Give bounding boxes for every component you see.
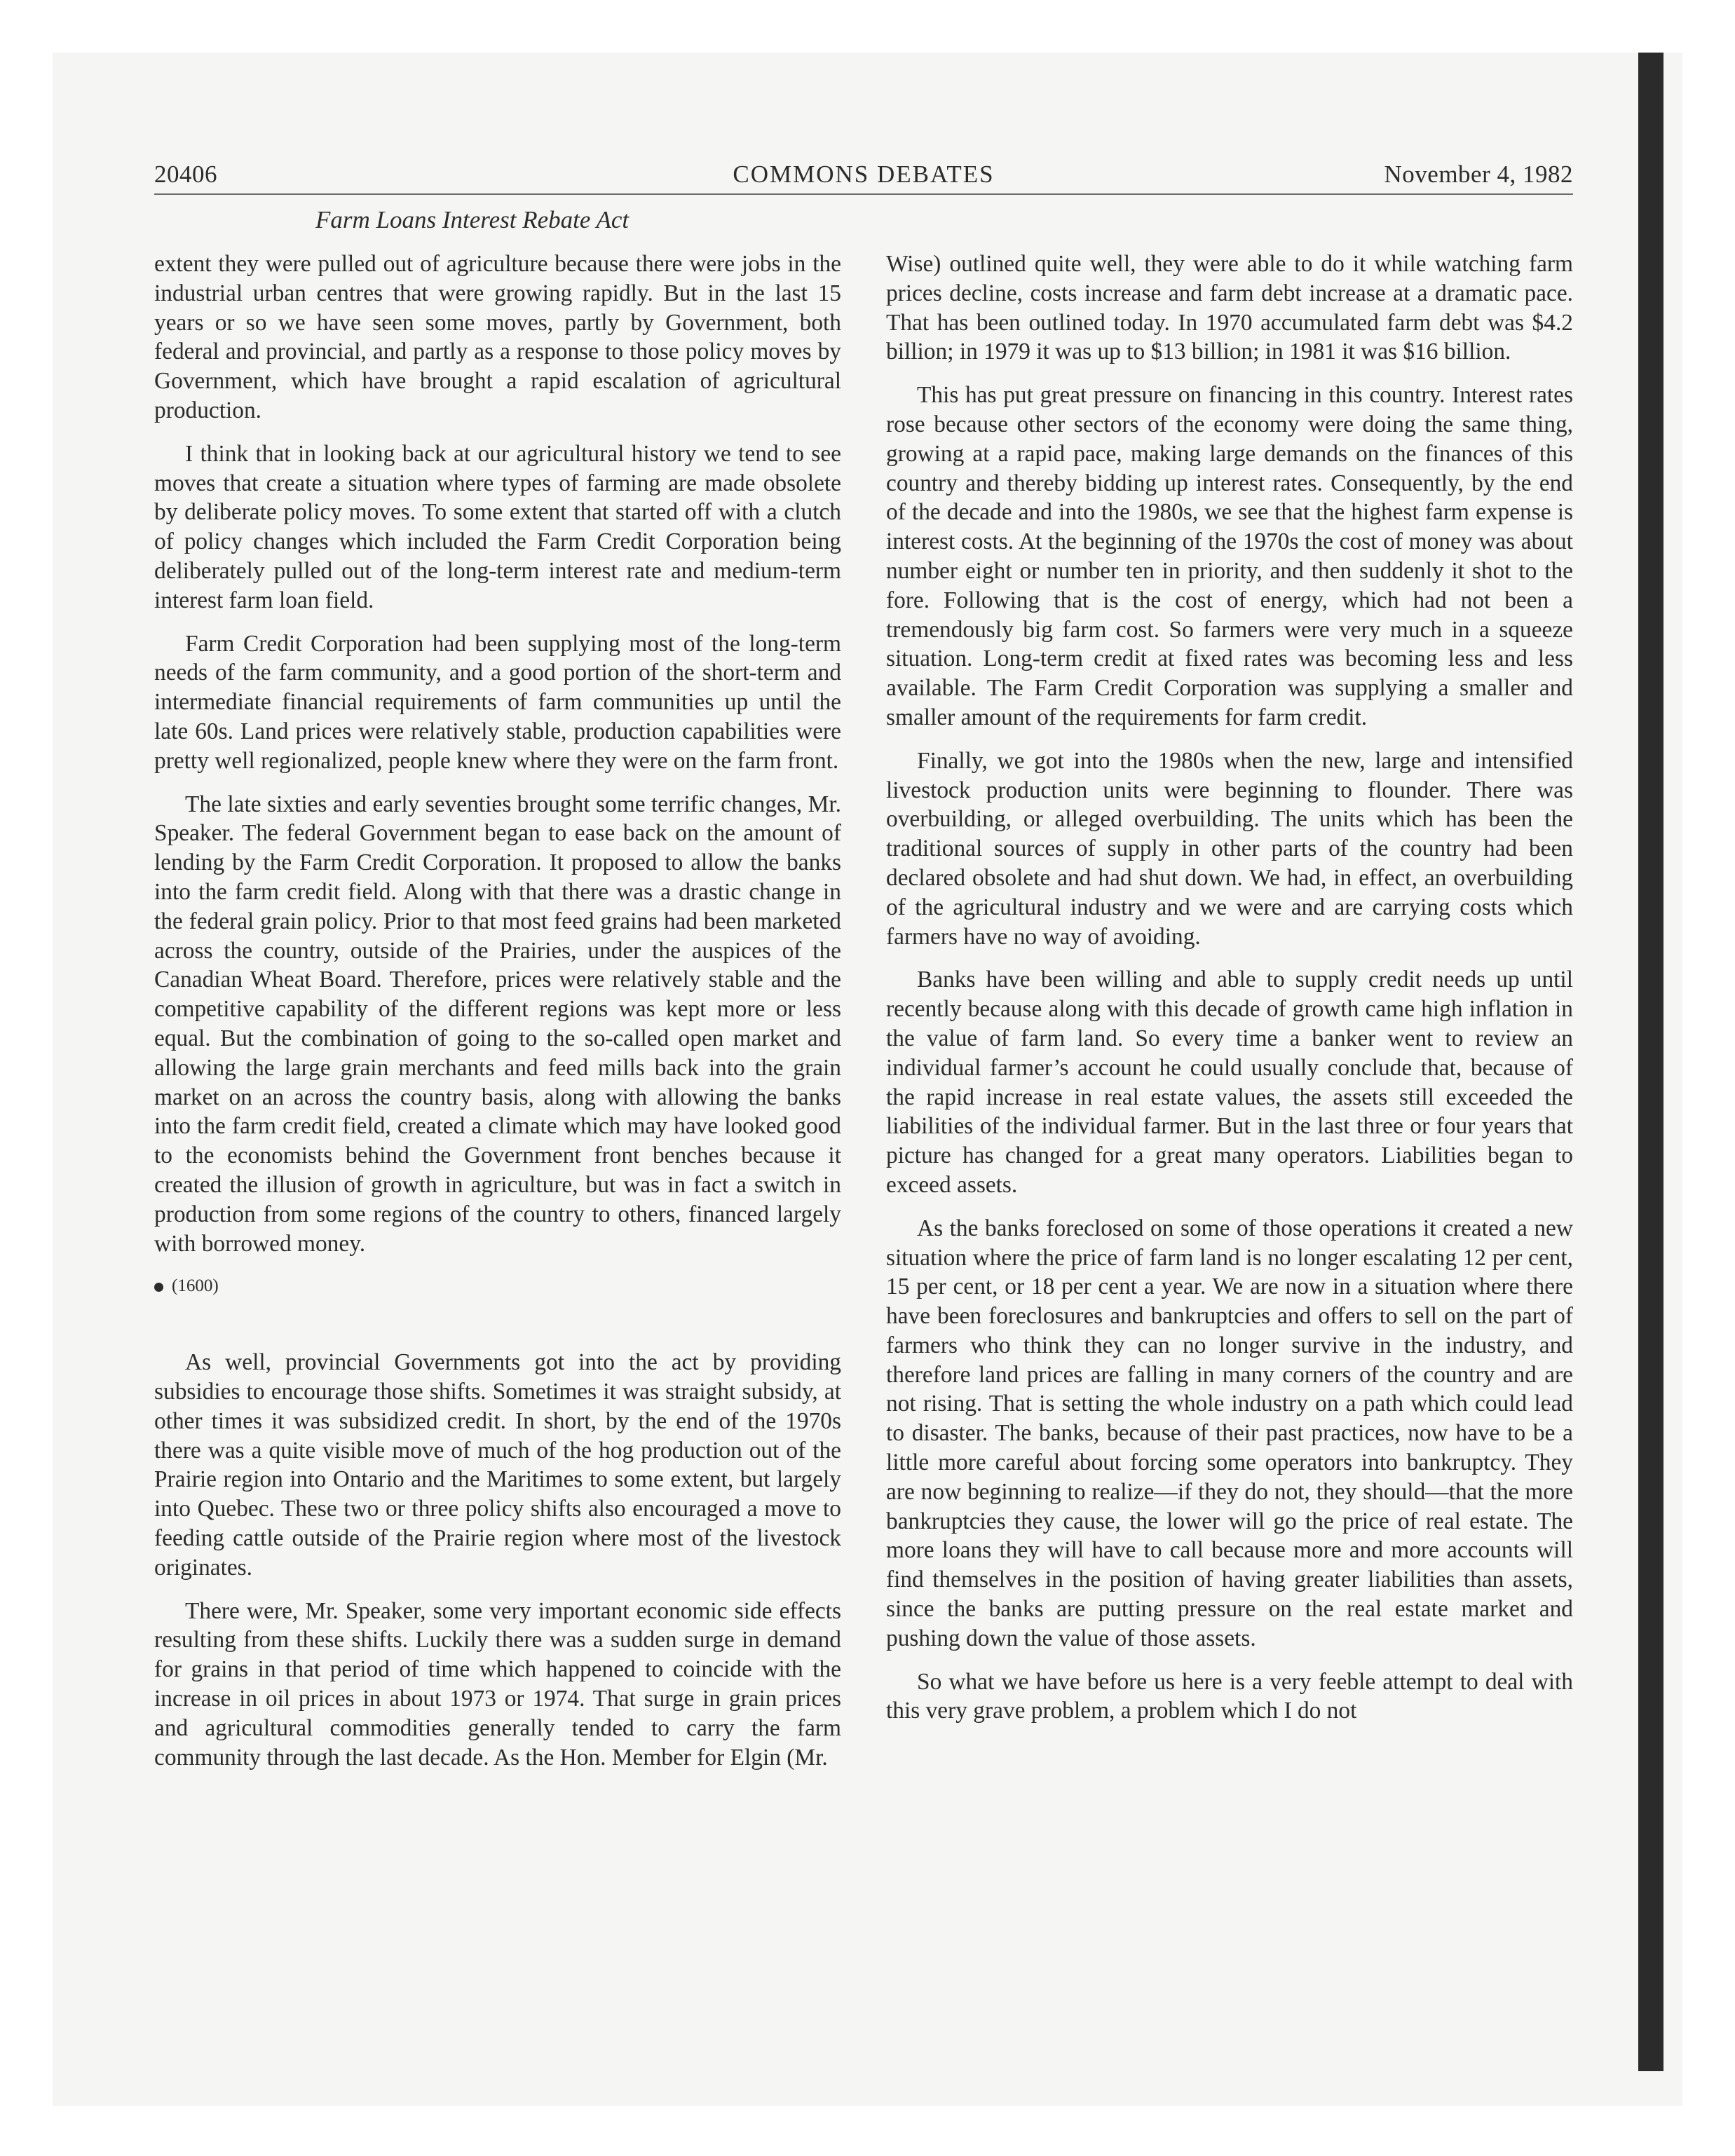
paragraph: Wise) outlined quite well, they were able to do it while watching farm prices decline, costs increase and farm debt increase at a dramatic pace. That has been outlined today. In 1970 accumulated farm debt was $4.2 billion; in 1979 it was up to $13 billion; in 1981 it was $16 billion. <box>886 251 1573 365</box>
section-title: Farm Loans Interest Rebate Act <box>315 206 630 233</box>
paragraph: As well, provincial Governments got into the act by providing subsidies to encourage those shifts. Sometimes it was straight subsidy, at other times it was subsidized credit. In short, by the end of the 1970s there was a quite visible move of much of the hog production out of the Prairie region into Ontario and the Maritimes to some extent, but largely into Quebec. These two or three policy shifts also encouraged a move to feeding cattle outside of the Prairie region where most of the livestock originates. <box>154 1349 841 1581</box>
paragraph: Finally, we got into the 1980s when the new, large and intensified livestock production units were beginning to flounder. There was overbuilding, or alleged overbuilding. The units which has been the traditional sources of supply in other parts of the country had been declared obsolete and had shut down. We had, in effect, an overbuilding of the agricultural industry and we were and are carrying costs which farmers have no way of avoiding. <box>886 747 1573 950</box>
right-column <box>886 250 1573 1740</box>
paragraph: There were, Mr. Speaker, some very important economic side effects resulting from these shifts. Luckily there was a sudden surge in demand for grains in that period of time which happened to coincide with the increase in oil prices in about 1973 or 1974. That surge in grain prices and agricultural commodities generally tended to carry the farm community through the last decade. As the Hon. Member for Elgin (Mr. <box>154 1597 841 1770</box>
time-marker-label: (1600) <box>172 1276 219 1296</box>
journal-title: COMMONS DEBATES <box>733 161 995 188</box>
paragraph: As the banks foreclosed on some of those operations it created a new situation where the price of farm land is no longer escalating 12 per cent, 15 per cent, or 18 per cent a year. We are now in a situation where there have been foreclosures and bankruptcies and offers to sell on the part of farmers who think they can no longer survive in the industry, and therefore land prices are falling in many corners of the country and are not rising. That is setting the whole industry on a path which could lead to disaster. The banks, because of their past practices, now have to be a little more careful about forcing some operators into bankruptcy. They are now beginning to realize—if they do not, they should—that the more bankruptcies they cause, the lower will go the price of real estate. The more loans they will have to call because more and more accounts will find themselves in the position of having greater liabilities than assets, since the banks are putting pressure on the real estate market and pushing down the value of those assets. <box>886 1215 1573 1651</box>
bullet-icon <box>154 1283 163 1292</box>
paragraph: So what we have before us here is a very feeble attempt to deal with this very grave problem, a problem which I do not <box>886 1668 1573 1724</box>
paragraph: This has put great pressure on financing in this country. Interest rates rose because other sectors of the economy were doing the same thing, growing at a rapid pace, making large demands on the finances of this country and thereby bidding up interest rates. Consequently, by the end of the decade and into the 1980s, we see that the highest farm expense is interest costs. At the beginning of the 1970s the cost of money was about number eight or number ten in priority, and then suddenly it shot to the fore. Following that is the cost of energy, which had not been a tremendously big farm cost. So farmers were very much in a squeeze situation. Long-term credit at fixed rates was becoming less and less available. The Farm Credit Corporation was supplying a smaller and smaller amount of the requirements for farm credit. <box>886 382 1573 730</box>
paragraph: Banks have been willing and able to supply credit needs up until recently because along with this decade of growth came high inflation in the value of farm land. So every time a banker went to review an individual farmer’s account he could usually conclude that, because of the rapid increase in real estate values, the assets still exceeded the liabilities of the individual farmer. But in the last three or four years that picture has changed for a great many operators. Liabilities began to exceed assets. <box>886 967 1573 1198</box>
publication-date: November 4, 1982 <box>1384 161 1573 188</box>
paragraph: extent they were pulled out of agriculture because there were jobs in the industrial urban centres that were growing rapidly. But in the last 15 years or so we have seen some moves, partly by Government, both federal and provincial, and partly as a response to those policy moves by Government, which have brought a rapid escalation of agricultural production. <box>154 251 841 423</box>
running-head <box>154 158 1573 191</box>
page-number: 20406 <box>154 161 217 188</box>
binding-edge <box>1638 53 1663 2071</box>
time-marker <box>154 1272 841 1300</box>
paragraph: Farm Credit Corporation had been supplying most of the long-term needs of the farm community, and a good portion of the short-term and intermediate financial requirements of farm communities up until the late 60s. Land prices were relatively stable, production capabilities were pretty well regionalized, people knew where they were on the farm front. <box>154 630 841 774</box>
paragraph: I think that in looking back at our agricultural history we tend to see moves that create a situation where types of farming are made obsolete by deliberate policy moves. To some extent that started off with a clutch of policy changes which included the Farm Credit Corporation being deliberately pulled out of the long-term interest rate and medium-term interest farm loan field. <box>154 440 841 613</box>
left-column <box>154 250 841 1786</box>
header-rule <box>154 193 1573 195</box>
paragraph: The late sixties and early seventies brought some terrific changes, Mr. Speaker. The federal Government began to ease back on the amount of lending by the Farm Credit Corporation. It proposed to allow the banks into the farm credit field. Along with that there was a drastic change in the federal grain policy. Prior to that most feed grains had been marketed across the country, outside of the Prairies, under the auspices of the Canadian Wheat Board. Therefore, prices were relatively stable and the competitive capability of the different regions was kept more or less equal. But the combination of going to the so-called open market and allowing the large grain merchants and feed mills back into the grain market on an across the country basis, along with allowing the banks into the farm credit field, created a climate which may have looked good to the economists behind the Government front benches because it created the illusion of growth in agriculture, but was in fact a switch in production from some regions of the country to others, financed largely with borrowed money. <box>154 791 841 1257</box>
